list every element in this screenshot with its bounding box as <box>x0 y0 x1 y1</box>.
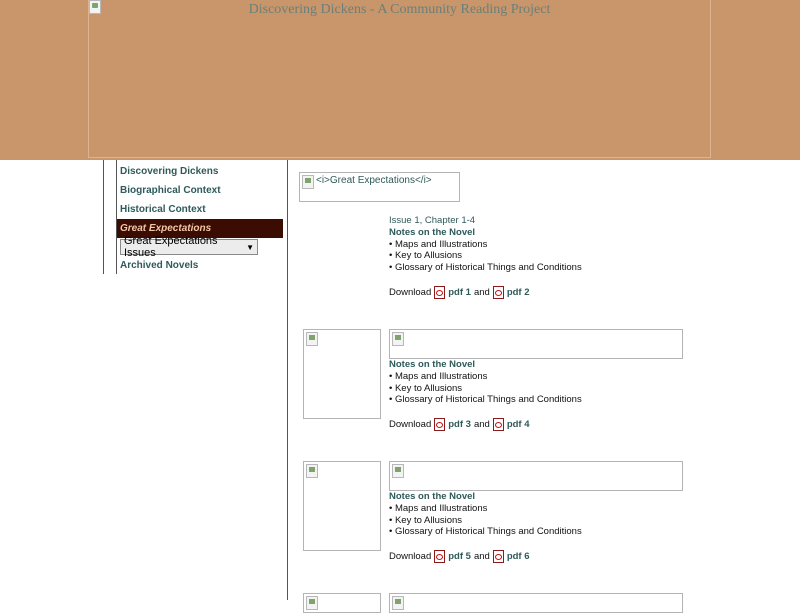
pdf-link-label: pdf 3 <box>448 418 471 430</box>
pdf-link-label: pdf 5 <box>448 550 471 562</box>
site-title: Discovering Dickens - A Community Reading Project <box>248 2 551 17</box>
broken-image-icon <box>306 332 318 346</box>
bullet-item: • Glossary of Historical Things and Conditions <box>389 526 582 538</box>
broken-image-icon <box>392 596 404 610</box>
pdf-link[interactable] <box>434 418 471 431</box>
issue-title-image <box>389 461 683 491</box>
broken-image-icon <box>392 332 404 346</box>
download-row <box>389 418 582 431</box>
pdf-icon <box>434 418 445 431</box>
bullet-item: • Maps and Illustrations <box>389 238 488 250</box>
nav-item-biographical-context[interactable]: Biographical Context <box>120 185 221 196</box>
notes-title: Notes on the Novel <box>389 491 476 502</box>
bullet-item: • Glossary of Historical Things and Conditions <box>389 262 582 274</box>
download-row <box>389 286 582 299</box>
download-label: Download <box>389 286 432 298</box>
pdf-icon <box>434 550 445 563</box>
pdf-link-label: pdf 4 <box>506 418 530 430</box>
bullet-item: • Glossary of Historical Things and Conditions <box>389 394 582 406</box>
pdf-link[interactable] <box>434 286 471 299</box>
pdf-link[interactable] <box>493 286 530 299</box>
pdf-icon <box>493 286 504 299</box>
bullet-item: • Key to Allusions <box>389 514 463 526</box>
nav-item-great-expectations[interactable]: Great Expectations <box>117 219 283 238</box>
issue-cover-image <box>303 329 381 419</box>
notes-title: Notes on the Novel <box>389 359 476 370</box>
title-image-alt-text: <i>Great Expectations</i> <box>316 175 432 186</box>
bullet-item: • Maps and Illustrations <box>389 370 488 382</box>
and-label: and <box>473 418 490 430</box>
issues-dropdown-value: Great Expectations Issues <box>124 235 218 259</box>
pdf-link[interactable] <box>493 418 530 431</box>
broken-image-icon <box>392 464 404 478</box>
nav-item-discovering-dickens[interactable]: Discovering Dickens <box>120 166 219 177</box>
download-label: Download <box>389 418 432 430</box>
pdf-link-label: pdf 1 <box>448 286 471 298</box>
header-banner-image <box>88 0 711 158</box>
issue-block <box>389 359 582 431</box>
issue-title-image <box>389 329 683 359</box>
nav-left-rule <box>103 160 104 274</box>
site-header <box>0 0 800 160</box>
issue-cover-image <box>303 461 381 551</box>
pdf-link[interactable] <box>434 550 471 563</box>
pdf-link-label: pdf 2 <box>506 286 530 298</box>
pdf-icon <box>493 550 504 563</box>
sidebar-nav <box>117 162 283 275</box>
issue-cover-image <box>303 593 381 613</box>
broken-image-icon <box>306 464 318 478</box>
dropdown-arrow-icon: ▼ <box>246 242 254 252</box>
notes-title: Notes on the Novel <box>389 226 476 238</box>
bullet-item: • Key to Allusions <box>389 382 463 394</box>
issue-block <box>389 215 582 299</box>
pdf-icon <box>434 286 445 299</box>
bullet-item: • Maps and Illustrations <box>389 502 488 514</box>
broken-image-icon <box>306 596 318 610</box>
bullet-item: • Key to Allusions <box>389 250 463 262</box>
issue-title: Issue 1, Chapter 1-4 <box>389 215 476 226</box>
download-label: Download <box>389 550 432 562</box>
issue-block <box>389 491 582 563</box>
broken-image-icon <box>302 175 314 189</box>
main-content <box>288 162 800 600</box>
download-row <box>389 550 582 563</box>
pdf-link[interactable] <box>493 550 530 563</box>
issue-title-image <box>389 593 683 613</box>
and-label: and <box>473 550 490 562</box>
and-label: and <box>473 286 490 298</box>
issues-dropdown[interactable] <box>120 235 258 259</box>
pdf-link-label: pdf 6 <box>506 550 530 562</box>
nav-item-archived-novels[interactable]: Archived Novels <box>120 260 199 271</box>
nav-item-historical-context[interactable]: Historical Context <box>120 204 206 215</box>
pdf-icon <box>493 418 504 431</box>
great-expectations-title-image <box>299 172 460 202</box>
